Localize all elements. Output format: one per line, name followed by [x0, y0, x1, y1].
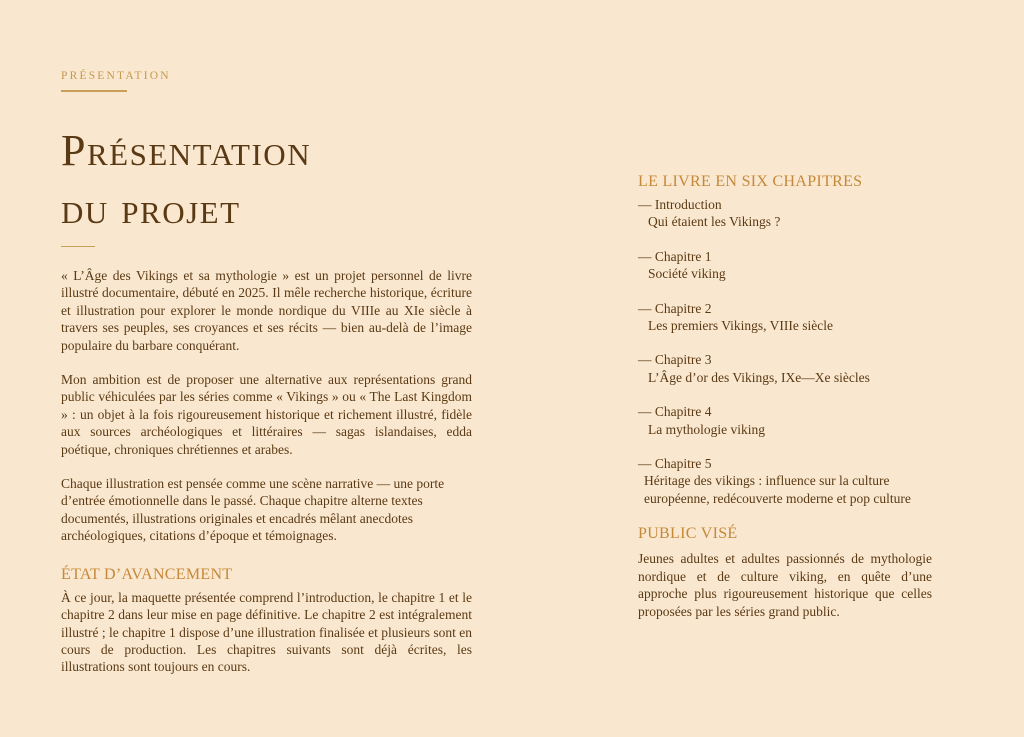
book-heading: LE LIVRE EN SIX CHAPITRES [638, 173, 863, 190]
section-eyebrow: PRÉSENTATION [61, 70, 171, 82]
chapter-label: — Chapitre 3 [638, 352, 712, 368]
audience-paragraph: Jeunes adultes et adultes passionnés de mythologie nordique et de culture viking, en quête d’une approche plus rigoureusement historique que celles proposées par les séries grand public. [638, 551, 932, 619]
chapter-label: — Chapitre 5 [638, 456, 712, 472]
chapter-title: Qui étaient les Vikings ? [648, 214, 781, 230]
chapter-label: — Chapitre 2 [638, 300, 712, 316]
chapter-label: — Chapitre 1 [638, 248, 712, 264]
chapter-title: La mythologie viking [648, 421, 765, 437]
chapter-title: Héritage des vikings : influence sur la culture européenne, redécouverte moderne et pop culture [644, 473, 911, 506]
chapter-item-1 [638, 248, 932, 283]
chapter-list [638, 196, 932, 507]
chapter-item-5 [638, 455, 932, 507]
chapter-title: L’Âge d’or des Vikings, IXe—Xe siècles [648, 369, 870, 385]
chapter-item-3 [638, 351, 932, 386]
page-title-line-2: du projet [61, 183, 241, 233]
eyebrow-rule [61, 90, 127, 92]
illustration-paragraph: Chaque illustration est pensée comme une scène narrative — une porte d’entrée émotionnelle dans le passé. Chaque chapitre alterne textes documentés, illustrations originales et encadrés mêlant anecdotes archéologiques, citations d’époque et témoignages. [61, 476, 445, 544]
chapter-label: — Introduction [638, 197, 722, 212]
chapter-item-introduction [638, 196, 932, 231]
audience-heading: PUBLIC VISÉ [638, 525, 738, 543]
ambition-paragraph: Mon ambition est de proposer une alternative aux représentations grand public véhiculées par les séries comme « Vikings » ou « The Last Kingdom » : un objet à la fois rigoureusement historique et richement illustré, fidèle aux sources archéologiques et littéraires — sagas islandaises, edda poétique, chroniques chrétiennes et arabes. [61, 372, 472, 457]
progress-heading: ÉTAT D’AVANCEMENT [61, 565, 233, 583]
right-column [638, 172, 932, 620]
page-title-line-1: Présentation [61, 125, 312, 175]
chapter-item-2 [638, 300, 932, 335]
intro-paragraph: « L’Âge des Vikings et sa mythologie » est un projet personnel de livre illustré documentaire, débuté en 2025. Il mêle recherche historique, écriture et illustration pour explorer le monde nordique du VIIIe au XIe siècle à travers ses peuples, ses croyances et ses récits — bien au-delà de l’image populaire du barbare conquérant. [61, 268, 472, 353]
left-column [61, 70, 472, 676]
page-title [61, 122, 472, 238]
chapter-title: Société viking [648, 266, 726, 282]
chapter-item-4 [638, 403, 932, 438]
chapter-title: Les premiers Vikings, VIIIe siècle [648, 318, 834, 334]
progress-paragraph: À ce jour, la maquette présentée comprend l’introduction, le chapitre 1 et le chapitre 2 dans leur mise en page définitive. Le chapitre 2 est intégralement illustré ; le chapitre 1 dispose d’une illustration finalisée et plusieurs sont en cours de production. Les chapitres suivants sont déjà écrites, les illustrations sont toujours en cours. [61, 589, 472, 675]
chapter-label: — Chapitre 4 [638, 404, 712, 420]
title-rule [61, 246, 95, 248]
